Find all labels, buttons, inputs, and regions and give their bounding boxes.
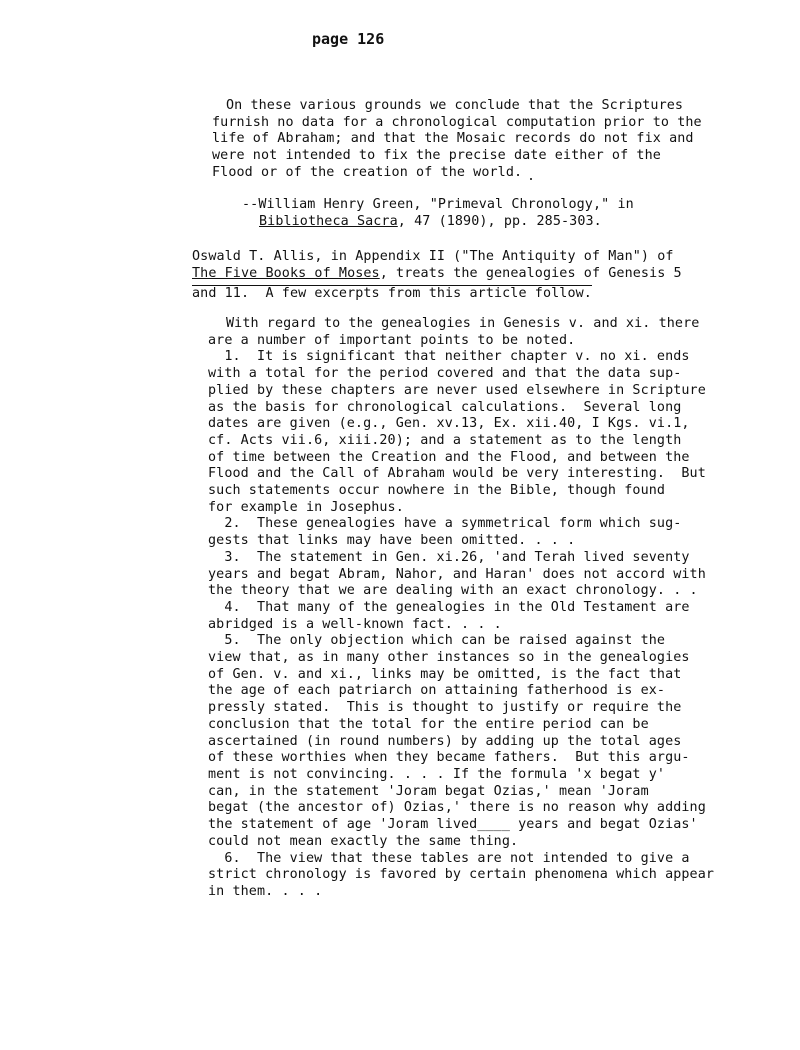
text-line: were not intended to fix the precise date either of the [212, 148, 661, 164]
excerpt-line: could not mean exactly the same thing. [208, 833, 519, 849]
excerpt-line: of these worthies when they became fathers. But this argu- [208, 750, 690, 766]
excerpt-line: can, in the statement 'Joram begat Ozias,' mean 'Joram [208, 783, 649, 799]
excerpt-line: 5. The only objection which can be raised against the [208, 633, 666, 649]
journal-title: Bibliotheca Sacra [259, 213, 398, 229]
intro-rest: , treats the genealogies of Genesis 5 [379, 265, 682, 281]
excerpt-line: ascertained (in round numbers) by adding up the total ages [208, 733, 682, 749]
excerpt-line: of time between the Creation and the Flood, and between the [208, 449, 690, 465]
excerpt-line: such statements occur nowhere in the Bible, though found [208, 483, 666, 499]
excerpt-line: pressly stated. This is thought to justify or require the [208, 700, 682, 716]
allis-intro [192, 249, 682, 303]
excerpt-line: in them. . . . [208, 883, 323, 899]
excerpt-line: the age of each patriarch on attaining fatherhood is ex- [208, 683, 666, 699]
excerpt-line: of Gen. v. and xi., links may be omitted, is the fact that [208, 666, 682, 682]
excerpt-line: years and begat Abram, Nahor, and Haran' does not accord with [208, 566, 706, 582]
excerpt-line: the theory that we are dealing with an exact chronology. . . [208, 583, 698, 599]
excerpt-line: abridged is a well-known fact. . . . [208, 616, 502, 632]
text-line: life of Abraham; and that the Mosaic records do not fix and [212, 131, 694, 147]
excerpt-line: are a number of important points to be noted. [208, 332, 576, 348]
excerpt-line: conclusion that the total for the entire period can be [208, 716, 649, 732]
excerpt-line: 4. That many of the genealogies in the Old Testament are [208, 599, 690, 615]
excerpt-line: ment is not convincing. . . . If the formula 'x begat y' [208, 766, 666, 782]
green-citation [242, 197, 634, 230]
text-line: On these various grounds we conclude that the Scriptures [226, 98, 684, 113]
excerpt-line: plied by these chapters are never used elsewhere in Scripture [208, 382, 706, 398]
excerpt-line: 2. These genealogies have a symmetrical form which sug- [208, 516, 682, 532]
excerpt-line: begat (the ancestor of) Ozias,' there is no reason why adding [208, 800, 706, 816]
intro-line: Oswald T. Allis, in Appendix II ("The Antiquity of Man") of [192, 249, 674, 264]
text-line: furnish no data for a chronological computation prior to the [212, 114, 702, 130]
excerpt-line: 3. The statement in Gen. xi.26, 'and Terah lived seventy [208, 549, 690, 565]
excerpt-line: with a total for the period covered and that the data sup- [208, 366, 682, 382]
excerpt-line: the statement of age 'Joram lived____ years and begat Ozias' [208, 817, 698, 833]
excerpt-line: 6. The view that these tables are not intended to give a [208, 850, 690, 866]
excerpt-line: Flood and the Call of Abraham would be very interesting. But [208, 466, 706, 482]
allis-excerpt [208, 316, 714, 901]
citation-line [242, 214, 634, 231]
excerpt-line: dates are given (e.g., Gen. xv.13, Ex. xii.40, I Kgs. vi.1, [208, 416, 690, 432]
excerpt-line: for example in Josephus. [208, 499, 404, 515]
excerpt-line: With regard to the genealogies in Genesis v. and xi. there [226, 316, 700, 331]
text-line: Flood or of the creation of the world. [212, 164, 523, 180]
green-quote [212, 98, 702, 182]
excerpt-line: 1. It is significant that neither chapter v. no xi. ends [208, 349, 690, 365]
excerpt-line: cf. Acts vii.6, xiii.20); and a statement as to the length [208, 432, 682, 448]
citation-line: --William Henry Green, "Primeval Chronology," in [242, 197, 634, 212]
intro-line: and 11. A few excerpts from this article follow. [192, 286, 592, 302]
book-title: The Five Books of Moses [192, 265, 380, 281]
intro-line [192, 266, 682, 283]
excerpt-line: as the basis for chronological calculations. Several long [208, 399, 682, 415]
excerpt-line: view that, as in many other instances so in the genealogies [208, 650, 690, 666]
citation-details: , 47 (1890), pp. 285-303. [397, 213, 602, 229]
excerpt-line: strict chronology is favored by certain phenomena which appear [208, 867, 715, 883]
page-number: page 126 [312, 30, 385, 48]
excerpt-line: gests that links may have been omitted. . . . [208, 533, 576, 549]
